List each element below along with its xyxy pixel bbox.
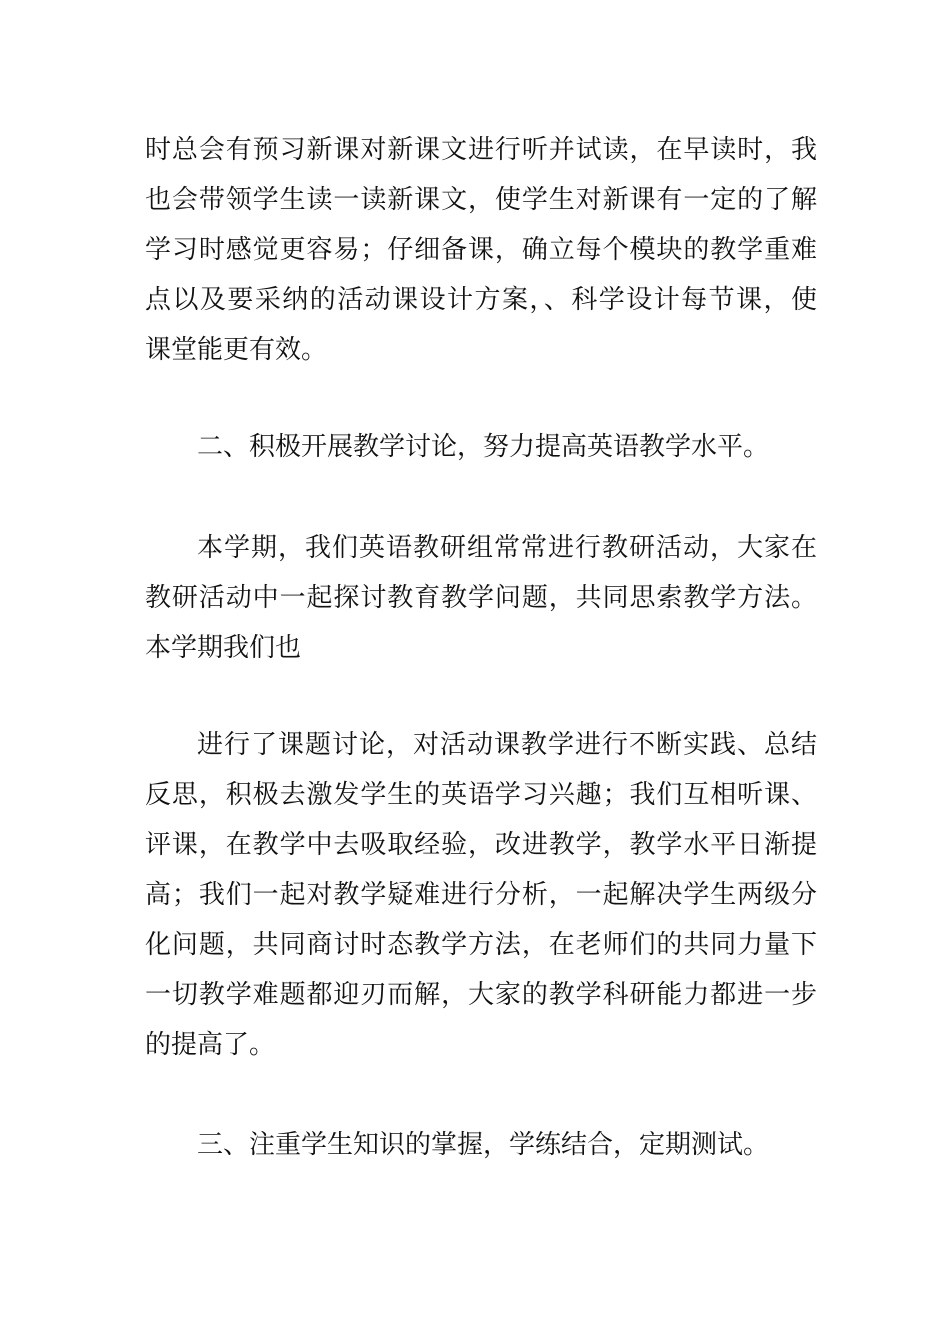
text-line: 评课，在教学中去吸取经验，改进教学，教学水平日渐提 <box>145 830 817 860</box>
text-line: 反思，积极去激发学生的英语学习兴趣；我们互相听课、 <box>145 780 817 810</box>
text-line: 教研活动中一起探讨教育教学问题，共同思索教学方法。 <box>145 583 817 613</box>
text-line: 时总会有预习新课对新课文进行听并试读，在早读时，我 <box>145 135 817 165</box>
text-line: 高；我们一起对教学疑难进行分析，一起解决学生两级分 <box>145 880 817 910</box>
section-heading-2 <box>145 422 817 472</box>
heading-text: 二、积极开展教学讨论，努力提高英语教学水平。 <box>197 432 770 462</box>
text-line: 点以及要采纳的活动课设计方案，、科学设计每节课，使 <box>145 285 817 315</box>
text-line: 本学期，我们英语教研组常常进行教研活动，大家在 <box>197 533 817 563</box>
text-line: 课堂能更有效。 <box>145 335 328 365</box>
text-line: 化问题，共同商讨时态教学方法，在老师们的共同力量下 <box>145 930 817 960</box>
paragraph-3 <box>145 720 817 1070</box>
text-line: 也会带领学生读一读新课文，使学生对新课有一定的了解 <box>145 185 817 215</box>
text-line: 一切教学难题都迎刃而解，大家的教学科研能力都进一步 <box>145 980 817 1010</box>
paragraph-1 <box>145 125 817 375</box>
text-line: 的提高了。 <box>145 1030 276 1060</box>
text-line: 进行了课题讨论，对活动课教学进行不断实践、总结 <box>197 730 817 760</box>
text-line: 本学期我们也 <box>145 633 302 663</box>
paragraph-2 <box>145 523 817 673</box>
text-line: 学习时感觉更容易；仔细备课，确立每个模块的教学重难 <box>145 235 817 265</box>
section-heading-3 <box>145 1120 817 1170</box>
heading-text: 三、注重学生知识的掌握，学练结合，定期测试。 <box>197 1130 770 1160</box>
